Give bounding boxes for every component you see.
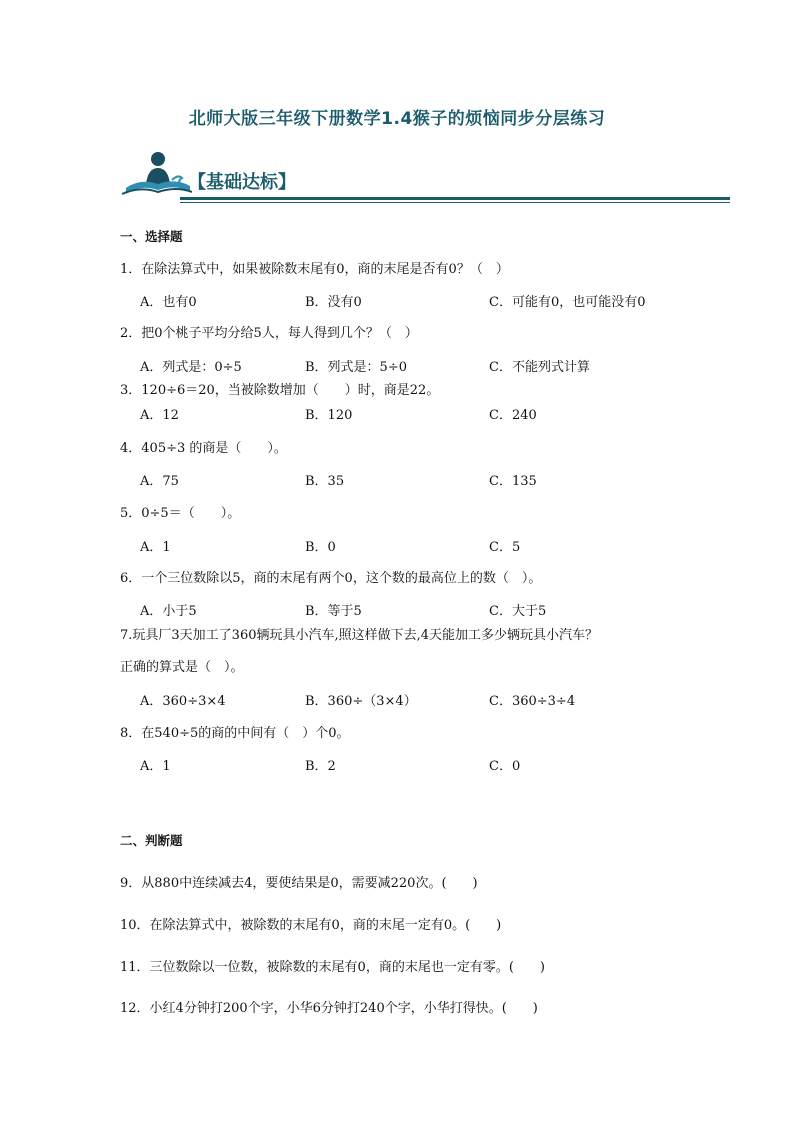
option-8b: B．2 <box>305 759 336 774</box>
question-4: 4．405÷3 的商是（ ）。 <box>120 441 287 456</box>
section-heading-judge: 二、判断题 <box>120 833 183 848</box>
question-5: 5．0÷5＝（ ）。 <box>120 506 241 521</box>
option-5b: B．0 <box>305 540 336 555</box>
question-8: 8．在540÷5的商的中间有（ ）个0。 <box>120 726 350 741</box>
question-10: 10．在除法算式中，被除数的末尾有0，商的末尾一定有0。( ) <box>120 918 502 933</box>
option-7a: A．360÷3×4 <box>140 694 226 709</box>
banner-rule-thin <box>180 202 730 203</box>
option-7b: B．360÷（3×4） <box>305 694 417 709</box>
option-7c: C．360÷3÷4 <box>489 694 576 709</box>
option-3b: B．120 <box>305 408 353 423</box>
option-3c: C．240 <box>489 408 537 423</box>
option-8a: A．1 <box>140 759 171 774</box>
option-4b: B．35 <box>305 474 345 489</box>
question-11: 11．三位数除以一位数，被除数的末尾有0，商的末尾也一定有零。( ) <box>120 960 545 975</box>
option-6b: B．等于5 <box>305 604 362 619</box>
question-6: 6．一个三位数除以5，商的末尾有两个0，这个数的最高位上的数（ ）。 <box>120 571 542 586</box>
option-1c: C．可能有0，也可能没有0 <box>489 295 646 310</box>
banner-label: 【基础达标】 <box>188 172 296 193</box>
option-1a: A．也有0 <box>140 295 197 310</box>
question-1: 1．在除法算式中，如果被除数末尾有0，商的末尾是否有0？（ ） <box>120 262 509 277</box>
reader-book-icon <box>120 150 192 198</box>
question-7-line2: 正确的算式是（ ）。 <box>120 660 244 675</box>
question-9: 9．从880中连续减去4，要使结果是0，需要减220次。( ) <box>120 876 478 891</box>
question-3: 3．120÷6＝20，当被除数增加（ ）时，商是22。 <box>120 383 440 398</box>
banner-rule-thick <box>180 197 730 200</box>
option-4a: A．75 <box>140 474 179 489</box>
option-2b: B．列式是：5÷0 <box>305 360 407 375</box>
option-5c: C．5 <box>489 540 521 555</box>
question-7: 7.玩具厂3天加工了360辆玩具小汽车,照这样做下去,4天能加工多少辆玩具小汽车？ <box>120 628 599 643</box>
page-title: 北师大版三年级下册数学1.4猴子的烦恼同步分层练习 <box>188 109 606 129</box>
option-4c: C．135 <box>489 474 537 489</box>
option-6c: C．大于5 <box>489 604 547 619</box>
option-3a: A．12 <box>140 408 179 423</box>
section-heading-choice: 一、选择题 <box>120 229 183 244</box>
section-banner <box>120 150 730 206</box>
option-5a: A．1 <box>140 540 171 555</box>
option-1b: B．没有0 <box>305 295 362 310</box>
option-6a: A．小于5 <box>140 604 197 619</box>
option-2a: A．列式是：0÷5 <box>140 360 242 375</box>
question-12: 12．小红4分钟打200个字，小华6分钟打240个字，小华打得快。( ) <box>120 1001 538 1016</box>
option-2c: C．不能列式计算 <box>489 360 590 375</box>
option-8c: C．0 <box>489 759 521 774</box>
question-2: 2．把0个桃子平均分给5人，每人得到几个？（ ） <box>120 326 418 341</box>
